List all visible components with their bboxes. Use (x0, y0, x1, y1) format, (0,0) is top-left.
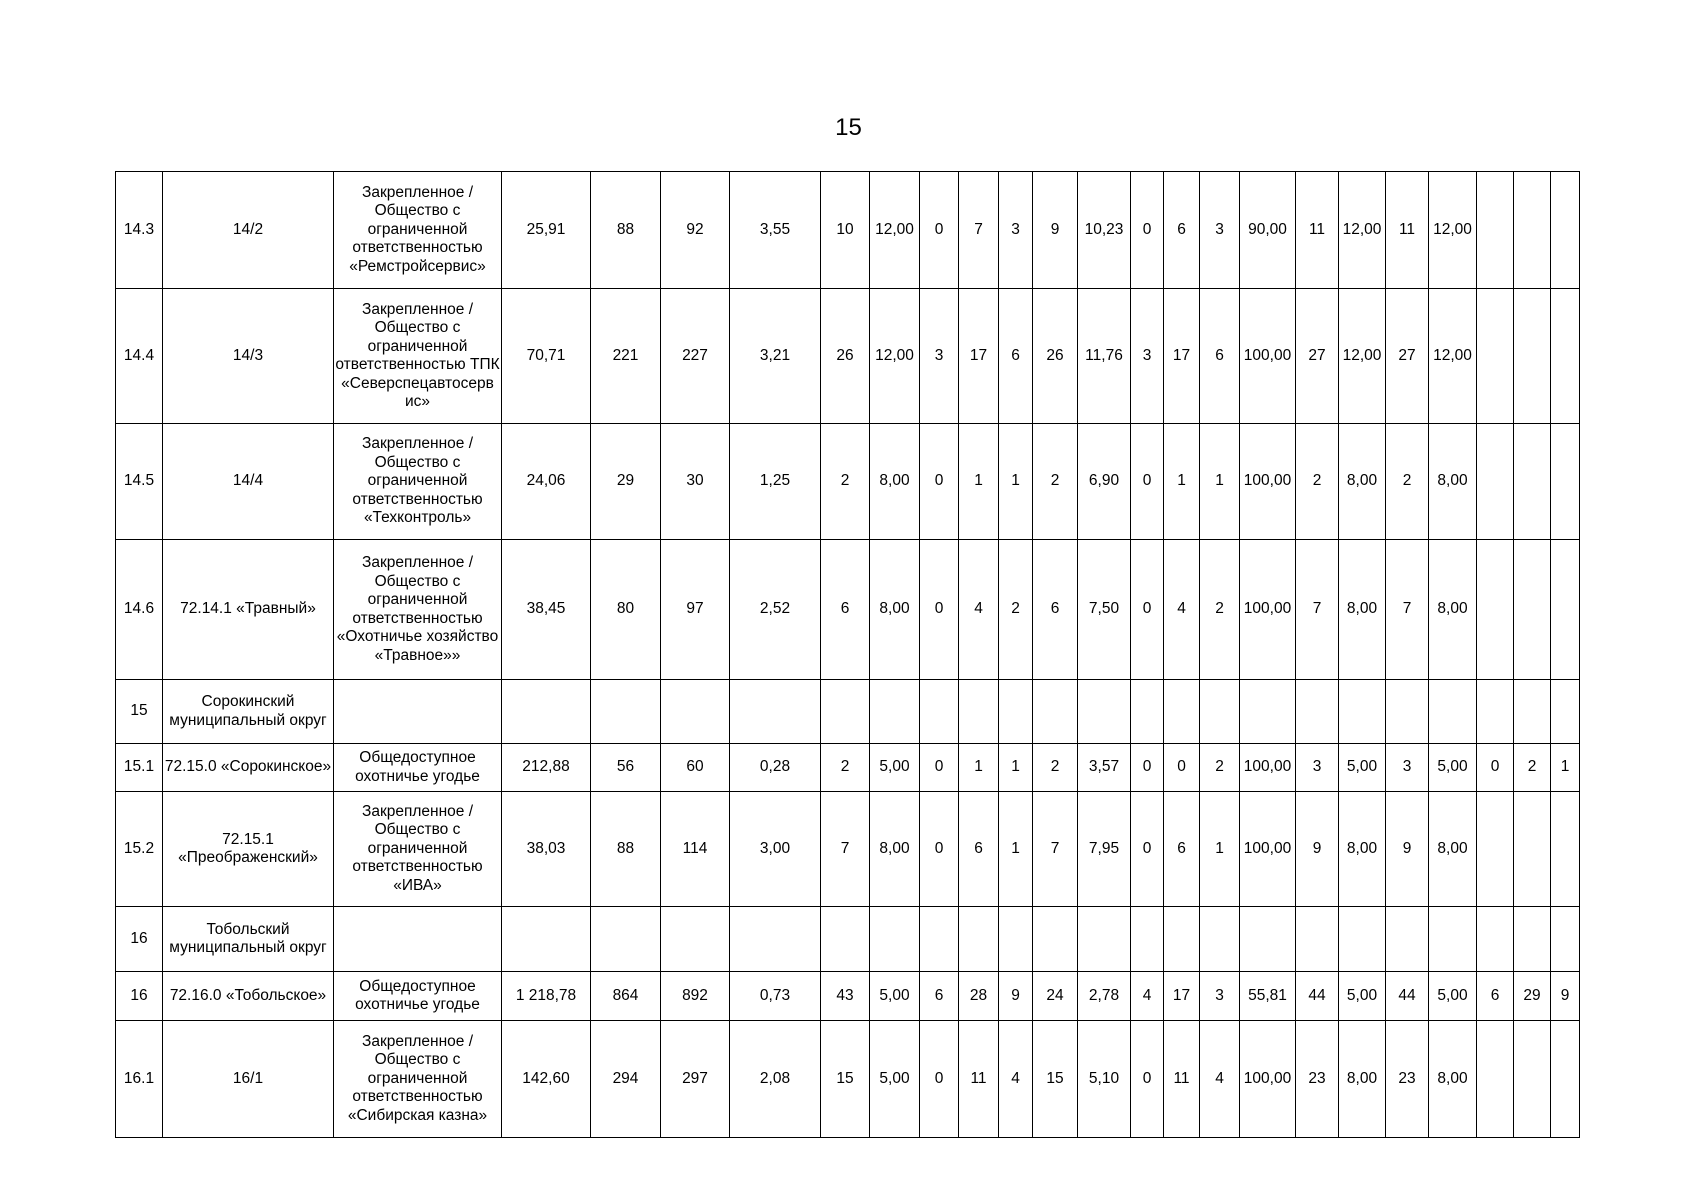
table-cell: 30 (661, 424, 730, 540)
table-cell: Тобольский муниципальный округ (163, 907, 334, 972)
table-cell: 3 (920, 289, 959, 424)
table-cell: 14.4 (116, 289, 163, 424)
table-cell (1477, 907, 1514, 972)
table-cell: 7 (821, 792, 870, 907)
table-cell (591, 680, 661, 744)
table-cell: 4 (1131, 972, 1164, 1021)
table-cell: 1 (1164, 424, 1200, 540)
table-cell: 1 (999, 744, 1033, 792)
table-cell: 0 (1131, 540, 1164, 680)
table-cell: 2 (1200, 540, 1240, 680)
table-cell: 6 (821, 540, 870, 680)
table-cell: 14/2 (163, 172, 334, 289)
table-cell: 16 (116, 907, 163, 972)
table-cell: 864 (591, 972, 661, 1021)
table-cell (1240, 680, 1296, 744)
table-cell: 60 (661, 744, 730, 792)
table-cell: 15 (1033, 1021, 1078, 1138)
table-cell: 14/4 (163, 424, 334, 540)
table-cell (1164, 680, 1200, 744)
table-cell: 29 (1514, 972, 1551, 1021)
table-cell: 5,00 (1339, 972, 1386, 1021)
table-cell (1477, 424, 1514, 540)
table-cell (1386, 907, 1429, 972)
table-cell: 0 (920, 540, 959, 680)
table-cell: 3 (999, 172, 1033, 289)
table-cell: 0 (920, 1021, 959, 1138)
table-cell: 10,23 (1078, 172, 1131, 289)
table-cell: 212,88 (502, 744, 591, 792)
table-cell: 3,57 (1078, 744, 1131, 792)
table-cell: 8,00 (1339, 792, 1386, 907)
table-cell: 72.15.0 «Сорокинское» (163, 744, 334, 792)
table-cell (1296, 680, 1339, 744)
table-cell: 88 (591, 792, 661, 907)
table-cell: 100,00 (1240, 744, 1296, 792)
table-cell: 14.5 (116, 424, 163, 540)
table-cell: 3,21 (730, 289, 821, 424)
table-cell: 56 (591, 744, 661, 792)
table-cell: 1 (999, 792, 1033, 907)
table-cell (1514, 540, 1551, 680)
table-cell: Закрепленное / Общество с ограниченной ответственностью «ИВА» (334, 792, 502, 907)
table-cell (1514, 1021, 1551, 1138)
table-cell: 14/3 (163, 289, 334, 424)
table-cell: 7 (959, 172, 999, 289)
table-cell: 3,00 (730, 792, 821, 907)
table-cell: 23 (1386, 1021, 1429, 1138)
table-cell: 11,76 (1078, 289, 1131, 424)
table-cell: 100,00 (1240, 540, 1296, 680)
table-row (116, 680, 1580, 744)
table-cell: 2,52 (730, 540, 821, 680)
table-cell: 7,50 (1078, 540, 1131, 680)
table-cell (1551, 424, 1580, 540)
table-cell: 25,91 (502, 172, 591, 289)
table-cell: 221 (591, 289, 661, 424)
table-cell: 9 (1296, 792, 1339, 907)
table-cell: 12,00 (1429, 172, 1477, 289)
table-cell: 6 (1033, 540, 1078, 680)
table-cell (1033, 907, 1078, 972)
table-cell: 1 (1551, 744, 1580, 792)
table-cell (1339, 680, 1386, 744)
table-cell: 16 (116, 972, 163, 1021)
table-cell: 17 (959, 289, 999, 424)
table-cell (1164, 907, 1200, 972)
table-cell: 9 (1551, 972, 1580, 1021)
table-cell: 4 (1164, 540, 1200, 680)
table-cell: 2 (1386, 424, 1429, 540)
table-cell: 44 (1386, 972, 1429, 1021)
table-cell: 90,00 (1240, 172, 1296, 289)
table-cell: 2,78 (1078, 972, 1131, 1021)
table-cell: 17 (1164, 289, 1200, 424)
table-cell: 0 (1131, 744, 1164, 792)
table-cell: 2 (1296, 424, 1339, 540)
table-cell: 294 (591, 1021, 661, 1138)
table-cell: 5,00 (870, 972, 920, 1021)
table-cell: 100,00 (1240, 424, 1296, 540)
table-cell: 14.6 (116, 540, 163, 680)
table-cell (959, 680, 999, 744)
table-cell: 6 (959, 792, 999, 907)
table-cell (1514, 172, 1551, 289)
table-cell: 8,00 (1339, 1021, 1386, 1138)
table-cell: 3,55 (730, 172, 821, 289)
table-cell: 6 (1164, 792, 1200, 907)
table-cell (1514, 424, 1551, 540)
table-row (116, 972, 1580, 1021)
table-cell: Общедоступное охотничье угодье (334, 972, 502, 1021)
table-cell: Сорокинский муниципальный округ (163, 680, 334, 744)
table-cell (999, 907, 1033, 972)
table-cell: 3 (1131, 289, 1164, 424)
table-row (116, 907, 1580, 972)
table-cell: 0,73 (730, 972, 821, 1021)
table-cell: 100,00 (1240, 289, 1296, 424)
table-cell: 24,06 (502, 424, 591, 540)
table-row (116, 1021, 1580, 1138)
table-cell (1477, 289, 1514, 424)
table-cell: 1 218,78 (502, 972, 591, 1021)
table-cell: 7 (1386, 540, 1429, 680)
table-cell: 12,00 (1339, 172, 1386, 289)
table-cell (1477, 680, 1514, 744)
table-cell: 6,90 (1078, 424, 1131, 540)
table-cell (1514, 289, 1551, 424)
table-cell: 142,60 (502, 1021, 591, 1138)
table-cell: 8,00 (870, 792, 920, 907)
table-cell (1240, 907, 1296, 972)
hunting-grounds-table (115, 171, 1580, 1138)
table-cell: 10 (821, 172, 870, 289)
table-cell (1551, 289, 1580, 424)
table-row (116, 540, 1580, 680)
table-cell: 3 (1386, 744, 1429, 792)
table-cell: 72.15.1 «Преображенский» (163, 792, 334, 907)
table-cell: 3 (1200, 172, 1240, 289)
table-cell: 15 (116, 680, 163, 744)
table-cell (1339, 907, 1386, 972)
table-cell (1477, 792, 1514, 907)
table-cell: 11 (1296, 172, 1339, 289)
table-cell: 114 (661, 792, 730, 907)
table-cell: 29 (591, 424, 661, 540)
table-cell: 15.1 (116, 744, 163, 792)
table-cell: 44 (1296, 972, 1339, 1021)
table-cell: 12,00 (870, 289, 920, 424)
table-cell (334, 907, 502, 972)
table-cell (1514, 907, 1551, 972)
table-cell: 3 (1200, 972, 1240, 1021)
table-cell: 0 (1131, 1021, 1164, 1138)
table-cell (502, 907, 591, 972)
table-cell: 12,00 (1429, 289, 1477, 424)
table-cell: 5,00 (1429, 972, 1477, 1021)
table-cell: 16/1 (163, 1021, 334, 1138)
table-cell: 4 (1200, 1021, 1240, 1138)
table-cell: 9 (999, 972, 1033, 1021)
table-cell: 1 (999, 424, 1033, 540)
table-cell (502, 680, 591, 744)
table-cell: 9 (1386, 792, 1429, 907)
table-cell (1131, 680, 1164, 744)
table-cell (661, 680, 730, 744)
table-cell (1477, 1021, 1514, 1138)
table-cell: 3 (1296, 744, 1339, 792)
table-cell: 11 (959, 1021, 999, 1138)
table-cell: 2 (1514, 744, 1551, 792)
table-cell (1131, 907, 1164, 972)
table-cell: 892 (661, 972, 730, 1021)
table-cell: Закрепленное / Общество с ограниченной ответственностью «Ремстройсервис» (334, 172, 502, 289)
table-cell: Закрепленное / Общество с ограниченной ответственностью «Сибирская казна» (334, 1021, 502, 1138)
table-cell: 2 (1033, 744, 1078, 792)
table-cell (920, 680, 959, 744)
table-cell: 5,00 (870, 744, 920, 792)
table-cell: 0 (1164, 744, 1200, 792)
table-cell (661, 907, 730, 972)
table-cell: 6 (1164, 172, 1200, 289)
table-row (116, 289, 1580, 424)
table-cell (1514, 680, 1551, 744)
table-cell: 0 (920, 744, 959, 792)
table-cell (821, 907, 870, 972)
table-cell (821, 680, 870, 744)
table-cell: 5,00 (1429, 744, 1477, 792)
table-cell: 8,00 (870, 540, 920, 680)
table-cell: 1,25 (730, 424, 821, 540)
table-cell: 0 (1131, 792, 1164, 907)
table-cell: 8,00 (870, 424, 920, 540)
table-cell: 227 (661, 289, 730, 424)
table-cell: 2 (821, 424, 870, 540)
table-cell: 8,00 (1429, 424, 1477, 540)
table-cell (1078, 907, 1131, 972)
table-cell: 16.1 (116, 1021, 163, 1138)
table-row (116, 744, 1580, 792)
table-cell: 12,00 (1339, 289, 1386, 424)
table-cell: 4 (999, 1021, 1033, 1138)
table-cell: 1 (1200, 792, 1240, 907)
table-cell: 92 (661, 172, 730, 289)
table-cell (1477, 540, 1514, 680)
table-cell: 6 (920, 972, 959, 1021)
table-row (116, 172, 1580, 289)
table-cell: 14.3 (116, 172, 163, 289)
table-cell: 24 (1033, 972, 1078, 1021)
table-cell: 72.14.1 «Травный» (163, 540, 334, 680)
table-cell: 80 (591, 540, 661, 680)
table-cell (1386, 680, 1429, 744)
table-cell: 26 (821, 289, 870, 424)
table-cell: 55,81 (1240, 972, 1296, 1021)
table-cell: 26 (1033, 289, 1078, 424)
table-cell: 0 (1477, 744, 1514, 792)
table-cell: 4 (959, 540, 999, 680)
table-cell (1429, 907, 1477, 972)
table-cell: 1 (1200, 424, 1240, 540)
table-cell (334, 680, 502, 744)
table-cell (1551, 1021, 1580, 1138)
table-cell (870, 680, 920, 744)
table-cell: 297 (661, 1021, 730, 1138)
table-cell: 72.16.0 «Тобольское» (163, 972, 334, 1021)
table-cell: 15 (821, 1021, 870, 1138)
table-cell: 88 (591, 172, 661, 289)
table-cell: 17 (1164, 972, 1200, 1021)
table-cell: 2 (1200, 744, 1240, 792)
table-cell (1078, 680, 1131, 744)
table-cell: 5,00 (870, 1021, 920, 1138)
table-cell: 43 (821, 972, 870, 1021)
table-cell: 8,00 (1429, 1021, 1477, 1138)
table-cell: 6 (999, 289, 1033, 424)
table-cell (920, 907, 959, 972)
table-cell (1296, 907, 1339, 972)
table-cell: 100,00 (1240, 1021, 1296, 1138)
table-cell (870, 907, 920, 972)
table-cell: 28 (959, 972, 999, 1021)
table-cell: 0 (920, 172, 959, 289)
table-cell: 2 (999, 540, 1033, 680)
table-cell (1551, 540, 1580, 680)
table-cell: 38,45 (502, 540, 591, 680)
table-cell (591, 907, 661, 972)
table-cell: 9 (1033, 172, 1078, 289)
table-cell: 1 (959, 424, 999, 540)
table-cell: 8,00 (1339, 424, 1386, 540)
table-cell: 2 (1033, 424, 1078, 540)
table-cell (1551, 680, 1580, 744)
table-cell: 5,00 (1339, 744, 1386, 792)
table-cell: 15.2 (116, 792, 163, 907)
table-cell: 7 (1296, 540, 1339, 680)
table-row (116, 792, 1580, 907)
table-cell: 8,00 (1339, 540, 1386, 680)
table-cell: Закрепленное / Общество с ограниченной ответственностью «Техконтроль» (334, 424, 502, 540)
table-cell: 12,00 (870, 172, 920, 289)
table-cell: 6 (1477, 972, 1514, 1021)
table-cell: 5,10 (1078, 1021, 1131, 1138)
table-cell: 7 (1033, 792, 1078, 907)
table-cell (1033, 680, 1078, 744)
table-cell (1200, 680, 1240, 744)
table-cell: 0,28 (730, 744, 821, 792)
table-cell: 8,00 (1429, 792, 1477, 907)
table-cell: 23 (1296, 1021, 1339, 1138)
table-cell: 11 (1386, 172, 1429, 289)
table-cell: 2,08 (730, 1021, 821, 1138)
table-cell: 1 (959, 744, 999, 792)
table-cell (1551, 792, 1580, 907)
table-cell: 38,03 (502, 792, 591, 907)
table-cell (1200, 907, 1240, 972)
table-cell: 11 (1164, 1021, 1200, 1138)
table-cell (1514, 792, 1551, 907)
table-cell (999, 680, 1033, 744)
table-cell: 0 (920, 424, 959, 540)
table-cell (730, 680, 821, 744)
table-cell: 100,00 (1240, 792, 1296, 907)
table-cell: 7,95 (1078, 792, 1131, 907)
table-cell (730, 907, 821, 972)
table-cell (959, 907, 999, 972)
table-cell: 0 (920, 792, 959, 907)
table-cell: 0 (1131, 172, 1164, 289)
table-cell: Общедоступное охотничье угодье (334, 744, 502, 792)
table-cell (1429, 680, 1477, 744)
table-cell (1551, 172, 1580, 289)
table-cell (1477, 172, 1514, 289)
table-cell (1551, 907, 1580, 972)
table-cell: 70,71 (502, 289, 591, 424)
table-cell: 8,00 (1429, 540, 1477, 680)
table-cell: 97 (661, 540, 730, 680)
table-cell: 27 (1296, 289, 1339, 424)
table-row (116, 424, 1580, 540)
page-number: 15 (835, 114, 862, 141)
table-cell: 6 (1200, 289, 1240, 424)
table-cell: Закрепленное / Общество с ограниченной ответственностью ТПК «Северспецавтосерв ис» (334, 289, 502, 424)
table-cell: 2 (821, 744, 870, 792)
table-cell: 27 (1386, 289, 1429, 424)
table-cell: 0 (1131, 424, 1164, 540)
table-cell: Закрепленное / Общество с ограниченной ответственностью «Охотничье хозяйство «Травное»» (334, 540, 502, 680)
